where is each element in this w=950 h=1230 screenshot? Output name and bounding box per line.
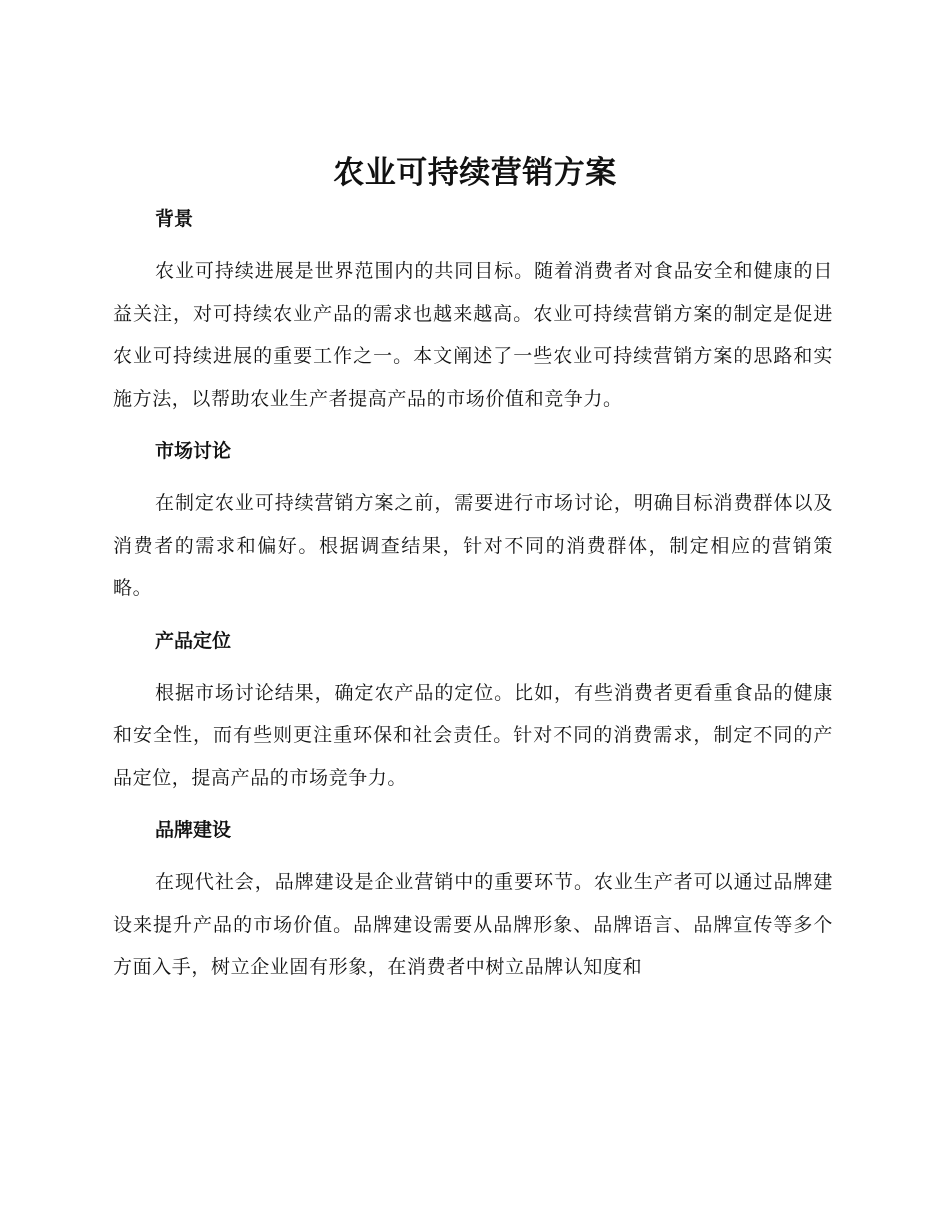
section-paragraph-background: 农业可持续进展是世界范围内的共同目标。随着消费者对食品安全和健康的日益关注，对可持续农业产品的需求也越来越高。农业可持续营销方案的制定是促进农业可持续进展的重要工作之一。本文阐述了一些农业可持续营销方案的思路和实施方法，以帮助农业生产者提高产品的市场价值和竞争力。	[113, 260, 833, 410]
section-paragraph-market: 在制定农业可持续营销方案之前，需要进行市场讨论，明确目标消费群体以及消费者的需求和偏好。根据调查结果，针对不同的消费群体，制定相应的营销策略。	[113, 492, 833, 599]
section-heading-market: 市场讨论	[155, 440, 232, 462]
section-heading-background: 背景	[155, 208, 194, 230]
section-heading-positioning: 产品定位	[155, 629, 232, 652]
section-paragraph-positioning: 根据市场讨论结果，确定农产品的定位。比如，有些消费者更看重食品的健康和安全性，而有些则更注重环保和社会责任。针对不同的消费需求，制定不同的产品定位，提高产品的市场竞争力。	[113, 681, 833, 789]
section-heading-brand: 品牌建设	[155, 819, 232, 841]
document-title: 农业可持续营销方案	[333, 155, 617, 191]
section-paragraph-brand: 在现代社会，品牌建设是企业营销中的重要环节。农业生产者可以通过品牌建设来提升产品的市场价值。品牌建设需要从品牌形象、品牌语言、品牌宣传等多个方面入手，树立企业固有形象，在消费者中树立品牌认知度和	[113, 871, 833, 978]
document-body	[113, 200, 833, 1001]
